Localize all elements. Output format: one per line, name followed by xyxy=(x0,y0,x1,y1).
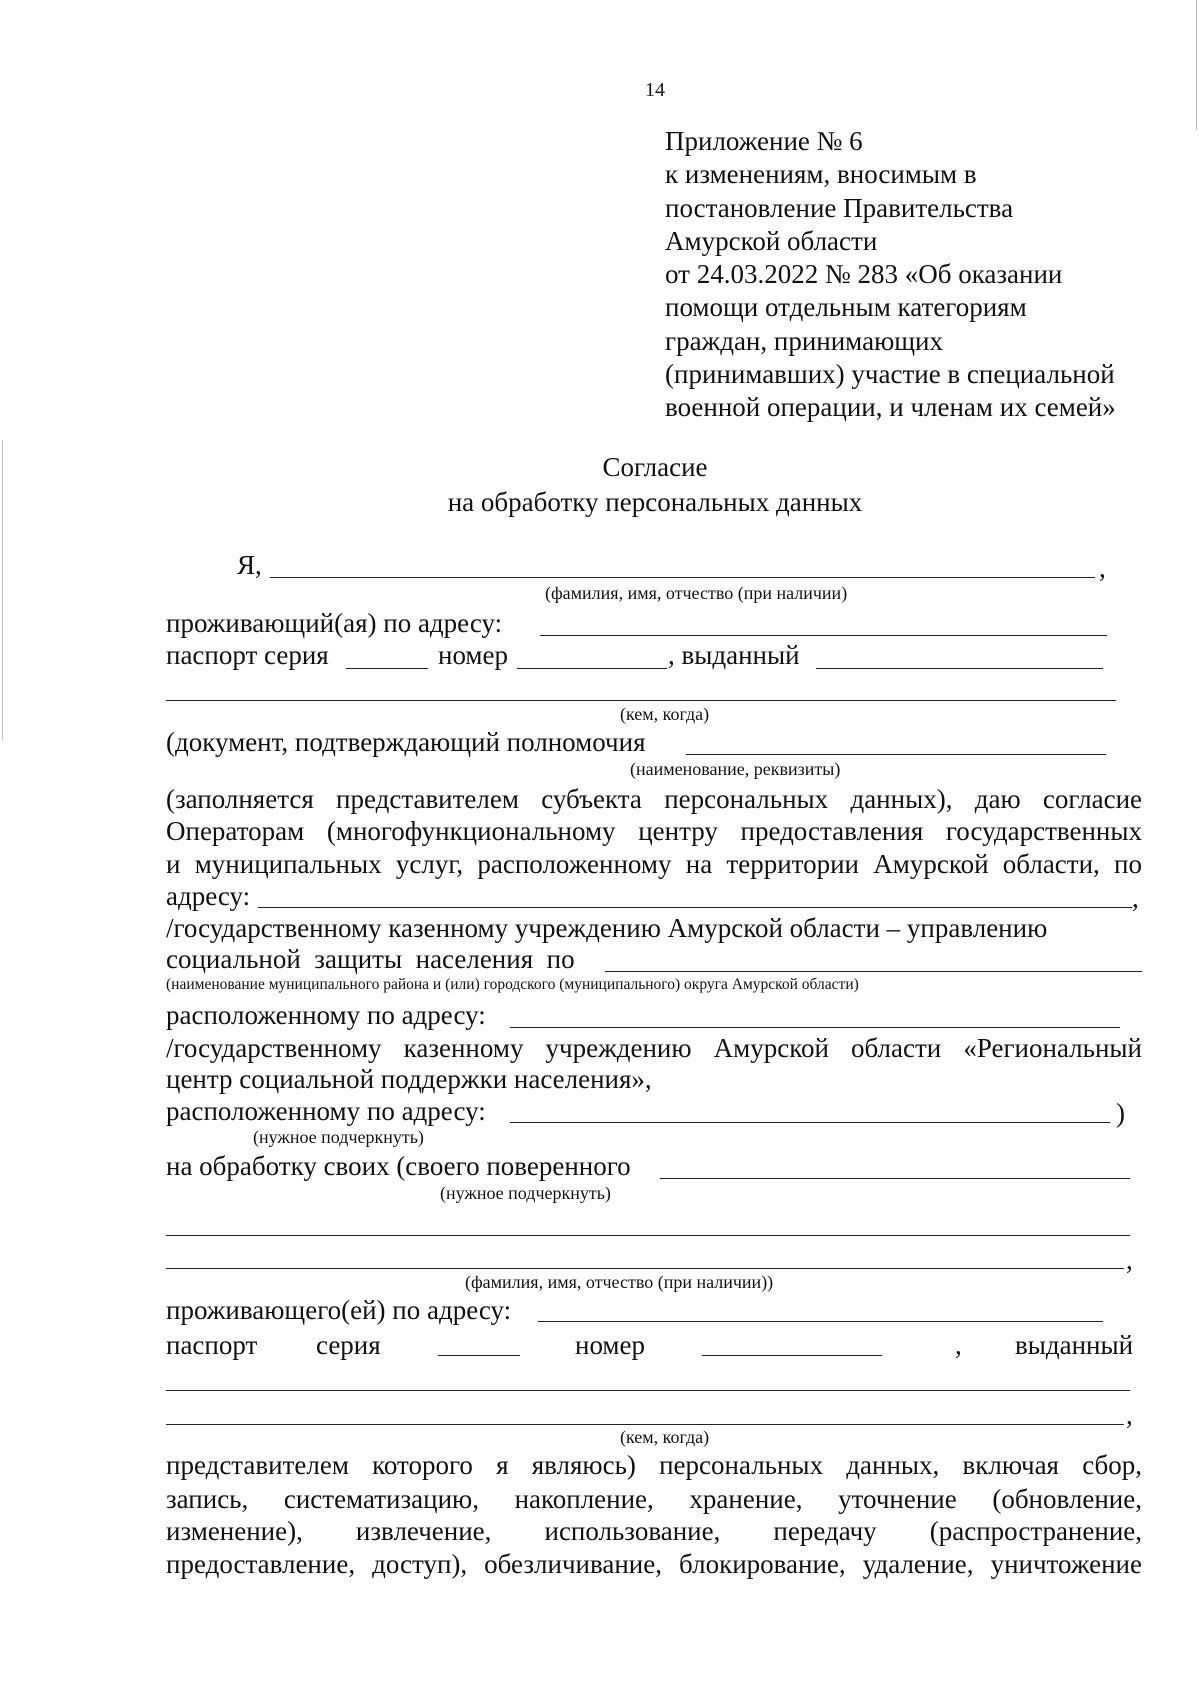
municipal-hint: (наименование муниципального района и (или) городского (муниципального) округа Амурской области) xyxy=(166,976,859,993)
usz-address-field[interactable] xyxy=(510,1027,1120,1028)
gku-regional-line: /государственному казенному учреждению Амурской области «Региональный xyxy=(166,1033,1142,1063)
regional-center-line: центр социальной поддержки населения», xyxy=(166,1064,652,1094)
residing-address-field[interactable] xyxy=(540,635,1107,636)
close-paren: ) xyxy=(1116,1098,1125,1128)
proxy-fio-field-2[interactable] xyxy=(166,1235,1130,1236)
gku-usz-line: /государственному казенному учреждению Амурской области – управлению xyxy=(166,913,1048,943)
proxy-passport-series-field[interactable] xyxy=(438,1355,520,1356)
para2-line: запись, систематизацию, накопление, хранение, уточнение (обновление, xyxy=(166,1484,1142,1514)
scan-edge-mark xyxy=(2,440,3,740)
comma: , xyxy=(1126,1400,1133,1430)
para1-line: (заполняется представителем субъекта персональных данных), даю согласие xyxy=(166,784,1142,814)
fio-hint: (фамилия, имя, отчество (при наличии) xyxy=(545,583,848,603)
located-at-label: расположенному по адресу: xyxy=(166,1096,486,1126)
annex-line: граждан, принимающих xyxy=(665,326,943,356)
proxy-fio-field[interactable] xyxy=(660,1178,1130,1179)
comma: , xyxy=(1099,553,1106,583)
kem-kogda-hint: (кем, когда) xyxy=(620,704,710,724)
para2-line: изменение), извлечение, использование, передачу (распространение, xyxy=(166,1516,1142,1546)
proxy-fio-field-3[interactable] xyxy=(166,1268,1124,1269)
para2-line: представителем которого я являюсь) персональных данных, включая сбор, xyxy=(166,1450,1142,1480)
proxy-passport-number-field[interactable] xyxy=(702,1355,882,1356)
mfc-address-field[interactable] xyxy=(258,907,1132,908)
page-number: 14 xyxy=(645,79,665,101)
social-protection-label: социальной защиты населения по xyxy=(166,944,575,974)
residing-label: проживающего(ей) по адресу: xyxy=(166,1295,512,1325)
comma: , xyxy=(1126,1245,1133,1275)
kem-kogda-hint: (кем, когда) xyxy=(620,1427,710,1447)
regional-address-field[interactable] xyxy=(510,1122,1110,1123)
passport-number-field[interactable] xyxy=(517,668,667,669)
underline-hint: (нужное подчеркнуть) xyxy=(253,1127,424,1147)
series-label: серия xyxy=(316,1330,381,1360)
proxy-issued-field[interactable] xyxy=(166,1390,1130,1391)
proxy-address-field[interactable] xyxy=(538,1321,1103,1322)
title-consent: Согласие xyxy=(602,452,708,482)
ya-label: Я, xyxy=(237,550,262,580)
annex-line: постановление Правительства xyxy=(665,193,1014,223)
annex-line: от 24.03.2022 № 283 «Об оказании xyxy=(665,259,1063,289)
municipality-field[interactable] xyxy=(605,971,1142,972)
fio-hint: (фамилия, имя, отчество (при наличии)) xyxy=(465,1272,774,1292)
authority-doc-field[interactable] xyxy=(686,754,1106,755)
annex-line: помощи отдельным категориям xyxy=(665,292,1027,322)
passport-series-label: паспорт серия xyxy=(166,640,329,670)
para1-line: Операторам (многофункциональному центру предоставления государственных xyxy=(166,816,1142,846)
fio-field[interactable] xyxy=(270,577,1095,578)
annex-line: Приложение № 6 xyxy=(665,126,863,156)
number-label: номер xyxy=(575,1330,646,1360)
annex-line: (принимавших) участие в специальной xyxy=(665,359,1115,389)
issued-field[interactable] xyxy=(816,668,1103,669)
issued-label: , выданный xyxy=(668,640,800,670)
authority-doc-label: (документ, подтверждающий полномочия xyxy=(166,727,646,757)
annex-line: к изменениям, вносимым в xyxy=(665,159,977,189)
processing-own-label: на обработку своих (своего поверенного xyxy=(166,1151,631,1181)
number-label: номер xyxy=(438,640,509,670)
underline-hint: (нужное подчеркнуть) xyxy=(440,1183,611,1203)
issued-label: выданный xyxy=(1015,1330,1134,1360)
para1-line: и муниципальных услуг, расположенному на территории Амурской области, по xyxy=(166,849,1142,879)
annex-line: Амурской области xyxy=(665,226,878,256)
comma: , xyxy=(1132,883,1139,913)
title-subtitle: на обработку персональных данных xyxy=(447,487,863,517)
passport-label: паспорт xyxy=(166,1330,258,1360)
proxy-issued-field-2[interactable] xyxy=(166,1424,1124,1425)
scan-edge-mark xyxy=(1196,0,1197,130)
issued-by-field[interactable] xyxy=(166,700,1116,701)
residing-label: проживающий(ая) по адресу: xyxy=(166,608,503,638)
located-at-label: расположенному по адресу: xyxy=(166,1000,486,1030)
annex-line: военной операции, и членам их семей» xyxy=(665,392,1116,422)
para2-line: предоставление, доступ), обезличивание, блокирование, удаление, уничтожение xyxy=(166,1549,1142,1579)
naim-rekv-hint: (наименование, реквизиты) xyxy=(630,759,841,779)
passport-series-field[interactable] xyxy=(346,668,428,669)
comma: , xyxy=(955,1330,962,1360)
adresu-label: адресу: xyxy=(166,881,251,911)
